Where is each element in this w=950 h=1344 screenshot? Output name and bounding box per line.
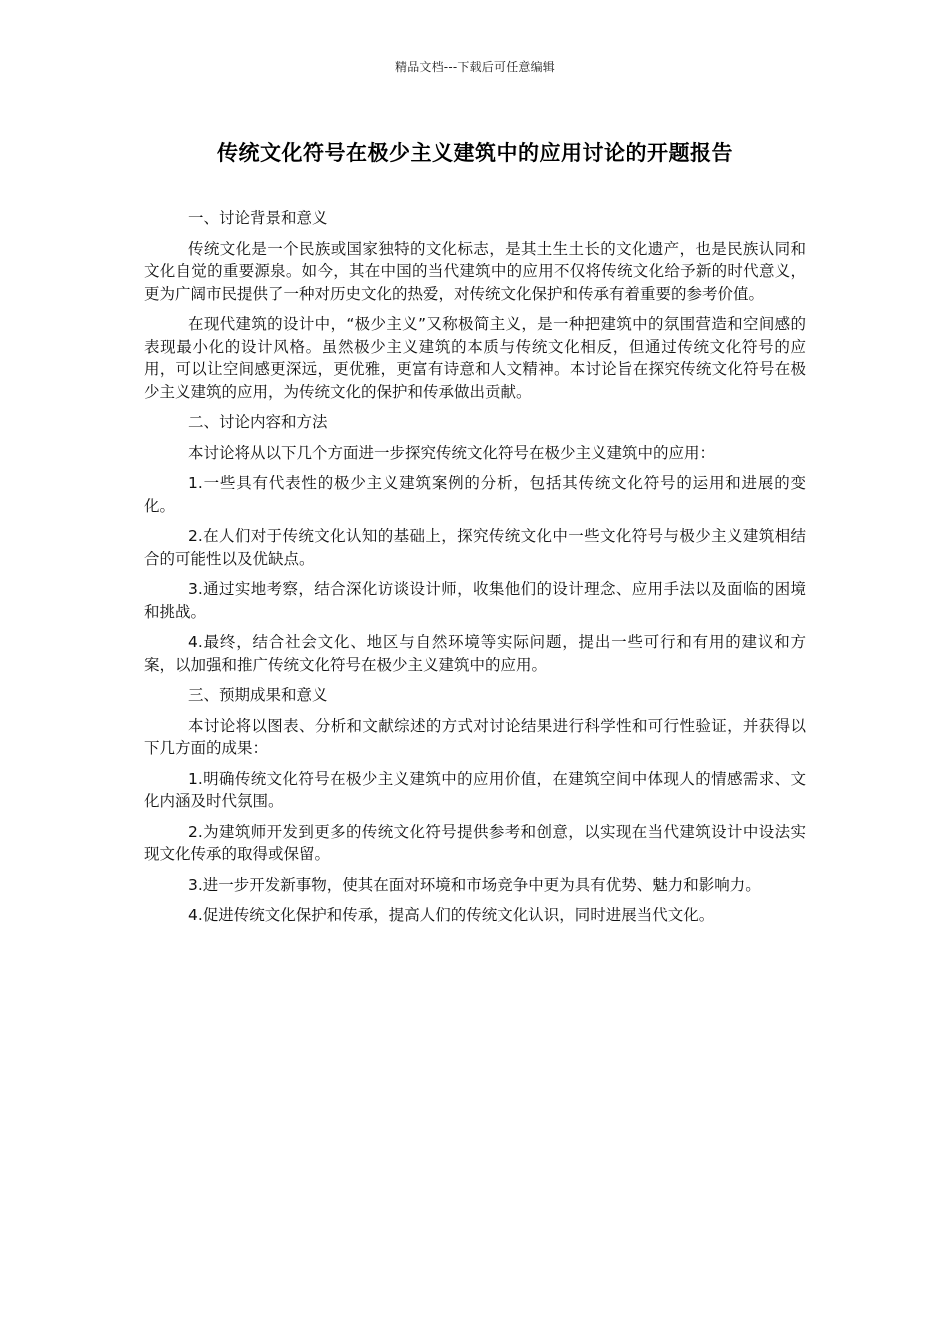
paragraph: 传统文化是一个民族或国家独特的文化标志，是其土生土长的文化遗产，也是民族认同和文化自觉的重要源泉。如今，其在中国的当代建筑中的应用不仅将传统文化给予新的时代意义，更为广阔市民提供了一种对历史文化的热爱，对传统文化保护和传承有着重要的参考价值。 [144, 239, 806, 303]
list-item: 4.最终，结合社会文化、地区与自然环境等实际问题，提出一些可行和有用的建议和方案，以加强和推广传统文化符号在极少主义建筑中的应用。 [144, 633, 806, 674]
paragraph: 本讨论将从以下几个方面进一步探究传统文化符号在极少主义建筑中的应用： [188, 443, 716, 462]
section-heading-content-method: 二、讨论内容和方法 [188, 413, 328, 431]
list-item: 1.一些具有代表性的极少主义建筑案例的分析，包括其传统文化符号的运用和进展的变化。 [144, 474, 806, 515]
paragraph: 本讨论将以图表、分析和文献综述的方式对讨论结果进行科学性和可行性验证，并获得以下几方面的成果： [144, 716, 806, 757]
list-item: 3.进一步开发新事物，使其在面对环境和市场竞争中更为具有优势、魅力和影响力。 [188, 875, 761, 894]
list-item: 2.为建筑师开发到更多的传统文化符号提供参考和创意，以实现在当代建筑设计中设法实现文化传承的取得或保留。 [144, 822, 806, 863]
list-item: 4.促进传统文化保护和传承，提高人们的传统文化认识，同时进展当代文化。 [188, 906, 715, 924]
section-heading-expected-results: 三、预期成果和意义 [188, 686, 328, 704]
list-item: 3.通过实地考察，结合深化访谈设计师，收集他们的设计理念、应用手法以及面临的困境和挑战。 [144, 580, 806, 621]
paragraph: 在现代建筑的设计中，“极少主义”又称极简主义，是一种把建筑中的氛围营造和空间感的表现最小化的设计风格。虽然极少主义建筑的本质与传统文化相反，但通过传统文化符号的应用，可以让空间感更深远，更优雅，更富有诗意和人文精神。本讨论旨在探究传统文化符号在极少主义建筑的应用，为传统文化的保护和传承做出贡献。 [144, 315, 806, 401]
page-header-note: 精品文档---下载后可任意编辑 [395, 60, 555, 74]
document-body [144, 207, 806, 935]
list-item: 2.在人们对于传统文化认知的基础上，探究传统文化中一些文化符号与极少主义建筑相结合的可能性以及优缺点。 [144, 527, 806, 568]
section-heading-background: 一、讨论背景和意义 [188, 209, 328, 227]
list-item: 1.明确传统文化符号在极少主义建筑中的应用价值，在建筑空间中体现人的情感需求、文化内涵及时代氛围。 [144, 769, 806, 810]
document-title: 传统文化符号在极少主义建筑中的应用讨论的开题报告 [217, 141, 733, 165]
